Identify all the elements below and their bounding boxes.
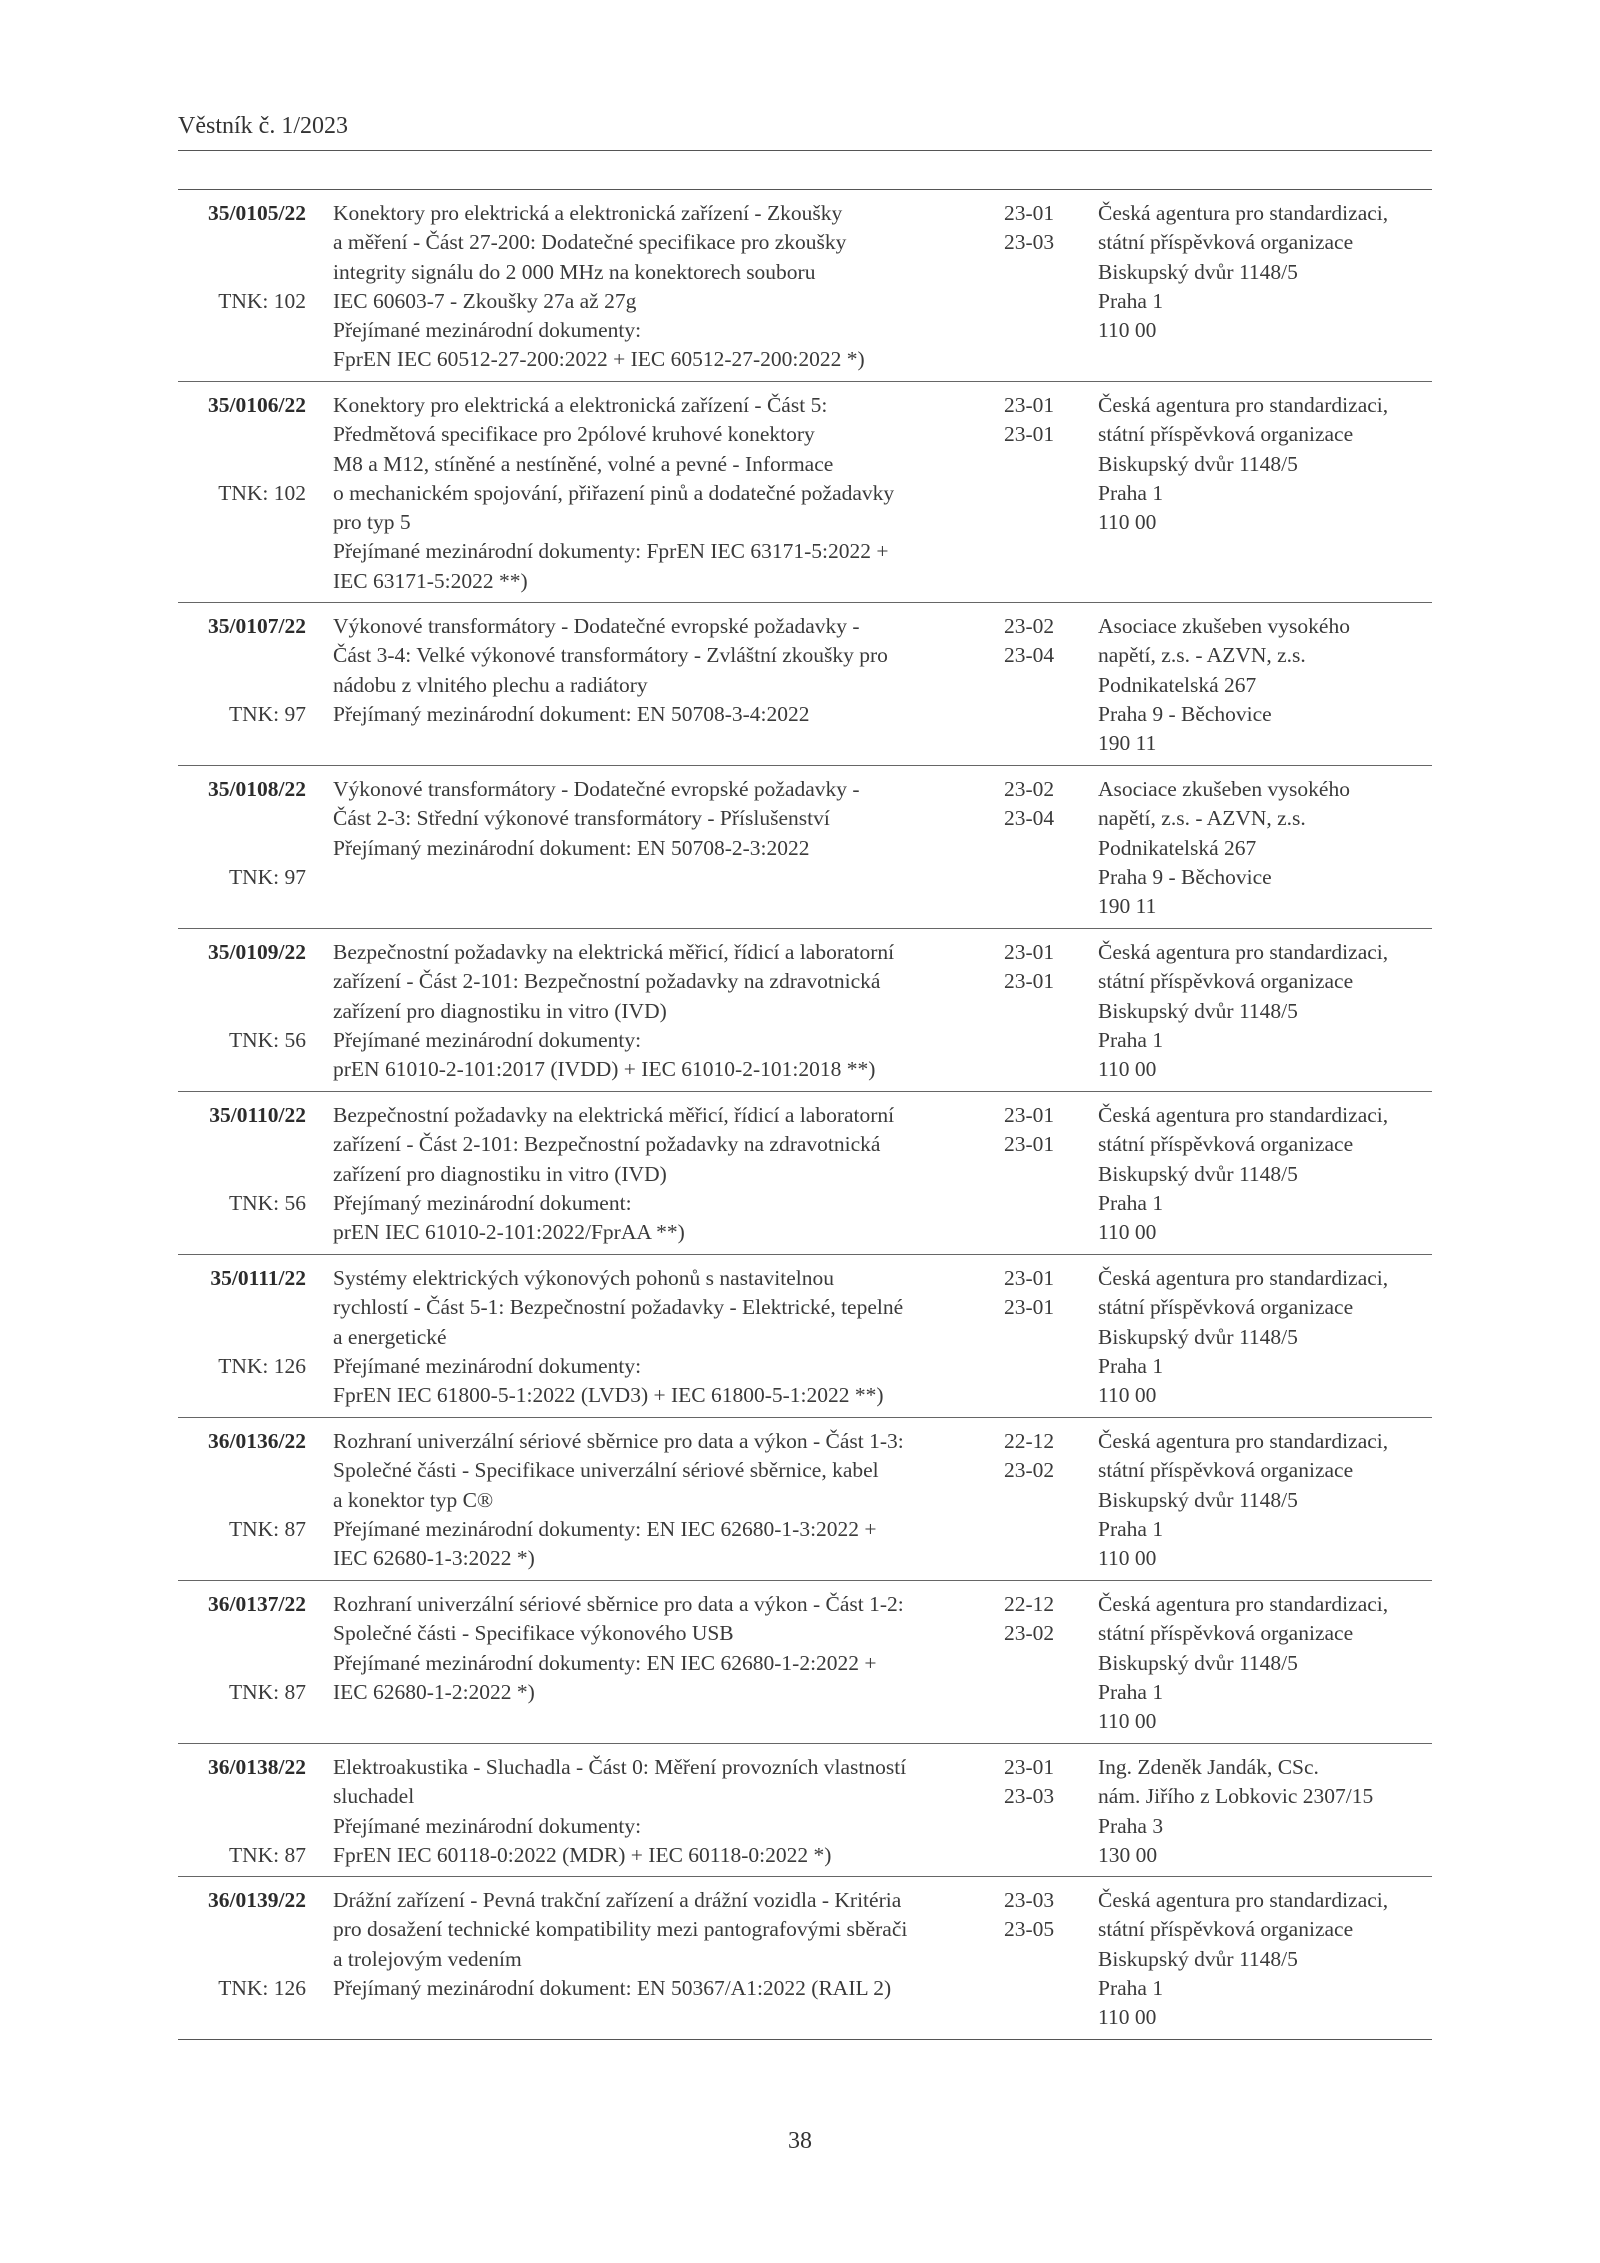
table-row [178,1580,1432,1743]
title-line: IEC 62680-1-3:2022 *) [333,1546,535,1571]
tnk-code: TNK: 97 [228,702,306,726]
record-title-cell [333,1886,933,2003]
table-row [178,1743,1432,1876]
title-line: Přejímané mezinárodní dokumenty: [333,318,642,343]
record-number: 35/0105/22 [208,201,306,225]
organization-line: Biskupský dvůr 1148/5 [1098,1650,1298,1675]
organization-line: státní příspěvková organizace [1098,969,1354,994]
date-value: 23-04 [1004,643,1055,668]
title-line: zařízení - Část 2-101: Bezpečnostní požadavky na zdravotnická [333,1132,881,1157]
title-line: Konektory pro elektrická a elektronická zařízení - Část 5: [333,393,828,417]
record-organization-cell [1098,1101,1432,1247]
record-title-cell [333,1264,933,1410]
organization-line: Biskupský dvůr 1148/5 [1098,1487,1298,1512]
title-line: IEC 60603-7 - Zkoušky 27a až 27g [333,288,637,313]
date-value: 23-03 [1004,1888,1055,1912]
title-line: FprEN IEC 61800-5-1:2022 (LVD3) + IEC 61800-5-1:2022 **) [333,1383,884,1408]
organization-line: Asociace zkušeben vysokého [1098,614,1350,638]
organization-line: 110 00 [1098,318,1157,343]
table-row [178,1091,1432,1254]
title-line: Přejímané mezinárodní dokumenty: [333,1813,642,1838]
organization-line: Podnikatelská 267 [1098,672,1257,697]
organization-line: 110 00 [1098,1709,1157,1734]
title-line: sluchadel [333,1784,415,1809]
organization-line: 110 00 [1098,1383,1157,1408]
tnk-code: TNK: 87 [228,1680,306,1704]
title-line: Systémy elektrických výkonových pohonů s nastavitelnou [333,1266,834,1290]
record-number: 36/0136/22 [208,1429,306,1453]
record-title-cell [333,612,933,729]
record-organization-cell [1098,391,1432,537]
page-header [178,112,1432,151]
organization-line: státní příspěvková organizace [1098,1621,1354,1646]
date-value: 23-02 [1004,614,1055,638]
title-line: Přejímané mezinárodní dokumenty: [333,1027,642,1052]
title-line: Rozhraní univerzální sériové sběrnice pro data a výkon - Část 1-3: [333,1429,904,1453]
organization-line: Praha 1 [1098,1516,1164,1541]
date-value: 23-01 [1004,1103,1055,1127]
record-title-cell [333,1427,933,1573]
title-line: Bezpečnostní požadavky na elektrická měřicí, řídicí a laboratorní [333,940,895,964]
standards-table [178,189,1432,2040]
organization-line: Praha 9 - Běchovice [1098,864,1272,889]
title-line: pro typ 5 [333,510,411,535]
table-row [178,1254,1432,1417]
organization-line: Biskupský dvůr 1148/5 [1098,1161,1298,1186]
tnk-code: TNK: 102 [218,289,306,313]
organization-line: Česká agentura pro standardizaci, [1098,1592,1389,1616]
organization-line: Praha 1 [1098,1679,1164,1704]
organization-line: napětí, z.s. - AZVN, z.s. [1098,643,1306,668]
title-line: o mechanickém spojování, přiřazení pinů a dodatečné požadavky [333,480,895,505]
record-dates-cell [1004,391,1074,450]
title-line: Přejímaný mezinárodní dokument: EN 50708-3-4:2022 [333,701,810,726]
organization-line: Česká agentura pro standardizaci, [1098,1888,1389,1912]
organization-line: Biskupský dvůr 1148/5 [1098,1946,1298,1971]
record-organization-cell [1098,1886,1432,2032]
organization-line: Podnikatelská 267 [1098,835,1257,860]
title-line: Část 2-3: Střední výkonové transformátory - Příslušenství [333,806,830,831]
organization-line: Biskupský dvůr 1148/5 [1098,451,1298,476]
table-row [178,765,1432,928]
date-value: 23-01 [1004,393,1055,417]
title-line: pro dosažení technické kompatibility mezi pantografovými sběrači [333,1917,908,1942]
title-line: IEC 62680-1-2:2022 *) [333,1679,535,1704]
record-title-cell [333,1101,933,1247]
record-dates-cell [1004,775,1074,834]
organization-line: Česká agentura pro standardizaci, [1098,393,1389,417]
date-value: 22-12 [1004,1592,1055,1616]
record-organization-cell [1098,1427,1432,1573]
organization-line: Praha 1 [1098,1353,1164,1378]
record-title-cell [333,938,933,1084]
title-line: a trolejovým vedením [333,1946,522,1971]
title-line: Přejímaný mezinárodní dokument: EN 50708-2-3:2022 [333,835,810,860]
record-number: 35/0109/22 [208,940,306,964]
title-line: Elektroakustika - Sluchadla - Část 0: Měření provozních vlastností [333,1755,907,1779]
organization-line: napětí, z.s. - AZVN, z.s. [1098,806,1306,831]
title-line: Přejímaný mezinárodní dokument: [333,1190,632,1215]
tnk-code: TNK: 126 [218,1976,306,2000]
record-number: 36/0137/22 [208,1592,306,1616]
record-dates-cell [1004,1101,1074,1160]
title-line: Přejímané mezinárodní dokumenty: EN IEC 62680-1-3:2022 + [333,1516,877,1541]
organization-line: Česká agentura pro standardizaci, [1098,1266,1389,1290]
table-row [178,1417,1432,1580]
organization-line: Asociace zkušeben vysokého [1098,777,1350,801]
date-value: 23-02 [1004,777,1055,801]
date-value: 23-01 [1004,1755,1055,1779]
table-row [178,381,1432,602]
table-row [178,602,1432,765]
record-dates-cell [1004,938,1074,997]
title-line: a konektor typ C® [333,1487,494,1512]
title-line: zařízení pro diagnostiku in vitro (IVD) [333,998,667,1023]
page-number: 38 [788,2128,812,2154]
organization-line: 110 00 [1098,1546,1157,1571]
organization-line: Praha 1 [1098,1190,1164,1215]
organization-line: Česká agentura pro standardizaci, [1098,1103,1389,1127]
record-dates-cell [1004,612,1074,671]
record-organization-cell [1098,938,1432,1084]
record-dates-cell [1004,1590,1074,1649]
record-title-cell [333,1753,933,1870]
organization-line: státní příspěvková organizace [1098,1458,1354,1483]
title-line: prEN 61010-2-101:2017 (IVDD) + IEC 61010-2-101:2018 **) [333,1057,876,1082]
date-value: 23-01 [1004,1295,1055,1320]
date-value: 23-02 [1004,1621,1055,1646]
record-organization-cell [1098,1264,1432,1410]
record-number: 35/0106/22 [208,393,306,417]
title-line: Výkonové transformátory - Dodatečné evropské požadavky - [333,777,860,801]
title-line: Společné části - Specifikace univerzální sériové sběrnice, kabel [333,1458,879,1483]
date-value: 22-12 [1004,1429,1055,1453]
record-organization-cell [1098,612,1432,758]
record-number: 35/0108/22 [208,777,306,801]
organization-line: Praha 9 - Běchovice [1098,701,1272,726]
title-line: Část 3-4: Velké výkonové transformátory - Zvláštní zkoušky pro [333,643,888,668]
date-value: 23-01 [1004,940,1055,964]
organization-line: 110 00 [1098,510,1157,535]
organization-line: 190 11 [1098,731,1157,756]
table-row [178,1876,1432,2039]
organization-line: Česká agentura pro standardizaci, [1098,201,1389,225]
record-dates-cell [1004,1886,1074,1945]
title-line: M8 a M12, stíněné a nestíněné, volné a pevné - Informace [333,451,834,476]
organization-line: Česká agentura pro standardizaci, [1098,940,1389,964]
record-organization-cell [1098,199,1432,345]
tnk-code: TNK: 87 [228,1843,306,1867]
record-dates-cell [1004,1264,1074,1323]
title-line: nádobu z vlnitého plechu a radiátory [333,672,648,697]
title-line: Rozhraní univerzální sériové sběrnice pro data a výkon - Část 1-2: [333,1592,904,1616]
tnk-code: TNK: 56 [228,1191,306,1215]
record-title-cell [333,391,933,596]
record-number: 36/0138/22 [208,1755,306,1779]
record-organization-cell [1098,775,1432,921]
organization-line: státní příspěvková organizace [1098,1295,1354,1320]
organization-line: Praha 1 [1098,480,1164,505]
title-line: Přejímané mezinárodní dokumenty: FprEN IEC 63171-5:2022 + [333,539,889,564]
organization-line: Praha 3 [1098,1813,1164,1838]
title-line: a energetické [333,1324,447,1349]
title-line: Přejímané mezinárodní dokumenty: [333,1353,642,1378]
title-line: Přejímaný mezinárodní dokument: EN 50367/A1:2022 (RAIL 2) [333,1975,892,2000]
date-value: 23-01 [1004,1132,1055,1157]
record-dates-cell [1004,199,1074,258]
tnk-code: TNK: 126 [218,1354,306,1378]
organization-line: nám. Jiřího z Lobkovic 2307/15 [1098,1784,1374,1809]
record-number: 36/0139/22 [208,1888,306,1912]
tnk-code: TNK: 56 [228,1028,306,1052]
record-organization-cell [1098,1753,1432,1870]
date-value: 23-04 [1004,806,1055,831]
organization-line: 190 11 [1098,894,1157,919]
title-line: FprEN IEC 60512-27-200:2022 + IEC 60512-27-200:2022 *) [333,347,865,372]
organization-line: státní příspěvková organizace [1098,1132,1354,1157]
record-number: 35/0111/22 [210,1266,306,1290]
record-title-cell [333,199,933,375]
title-line: FprEN IEC 60118-0:2022 (MDR) + IEC 60118-0:2022 *) [333,1842,832,1867]
date-value: 23-03 [1004,230,1055,255]
date-value: 23-03 [1004,1784,1055,1809]
organization-line: Biskupský dvůr 1148/5 [1098,1324,1298,1349]
organization-line: 110 00 [1098,2005,1157,2030]
date-value: 23-02 [1004,1458,1055,1483]
record-number: 35/0110/22 [209,1103,306,1127]
table-row [178,190,1432,381]
organization-line: Praha 1 [1098,1975,1164,2000]
title-line: Výkonové transformátory - Dodatečné evropské požadavky - [333,614,860,638]
organization-line: státní příspěvková organizace [1098,1917,1354,1942]
title-line: Přejímané mezinárodní dokumenty: EN IEC 62680-1-2:2022 + [333,1650,877,1675]
organization-line: Biskupský dvůr 1148/5 [1098,259,1298,284]
title-line: rychlostí - Část 5-1: Bezpečnostní požadavky - Elektrické, tepelné [333,1295,904,1320]
organization-line: 130 00 [1098,1842,1158,1867]
title-line: zařízení - Část 2-101: Bezpečnostní požadavky na zdravotnická [333,969,881,994]
organization-line: 110 00 [1098,1057,1157,1082]
date-value: 23-01 [1004,1266,1055,1290]
date-value: 23-05 [1004,1917,1055,1942]
organization-line: Praha 1 [1098,1027,1164,1052]
table-row [178,928,1432,1091]
organization-line: Praha 1 [1098,288,1164,313]
record-title-cell [333,775,933,863]
date-value: 23-01 [1004,422,1055,447]
title-line: Drážní zařízení - Pevná trakční zařízení a drážní vozidla - Kritéria [333,1888,902,1912]
date-value: 23-01 [1004,201,1055,225]
organization-line: 110 00 [1098,1220,1157,1245]
title-line: a měření - Část 27-200: Dodatečné specifikace pro zkoušky [333,230,847,255]
organization-line: Ing. Zdeněk Jandák, CSc. [1098,1755,1319,1779]
tnk-code: TNK: 87 [228,1517,306,1541]
title-line: Konektory pro elektrická a elektronická zařízení - Zkoušky [333,201,843,225]
journal-title: Věstník č. 1/2023 [178,113,348,139]
organization-line: státní příspěvková organizace [1098,230,1354,255]
tnk-code: TNK: 102 [218,481,306,505]
record-organization-cell [1098,1590,1432,1736]
title-line: prEN IEC 61010-2-101:2022/FprAA **) [333,1220,685,1245]
title-line: Společné části - Specifikace výkonového USB [333,1621,734,1646]
date-value: 23-01 [1004,969,1055,994]
tnk-code: TNK: 97 [228,865,306,889]
record-title-cell [333,1590,933,1707]
record-dates-cell [1004,1753,1074,1812]
organization-line: Česká agentura pro standardizaci, [1098,1429,1389,1453]
organization-line: Biskupský dvůr 1148/5 [1098,998,1298,1023]
title-line: IEC 63171-5:2022 **) [333,568,528,593]
title-line: integrity signálu do 2 000 MHz na konektorech souboru [333,259,816,284]
title-line: Předmětová specifikace pro 2pólové kruhové konektory [333,422,815,447]
title-line: zařízení pro diagnostiku in vitro (IVD) [333,1161,667,1186]
record-number: 35/0107/22 [208,614,306,638]
organization-line: státní příspěvková organizace [1098,422,1354,447]
record-dates-cell [1004,1427,1074,1486]
title-line: Bezpečnostní požadavky na elektrická měřicí, řídicí a laboratorní [333,1103,895,1127]
